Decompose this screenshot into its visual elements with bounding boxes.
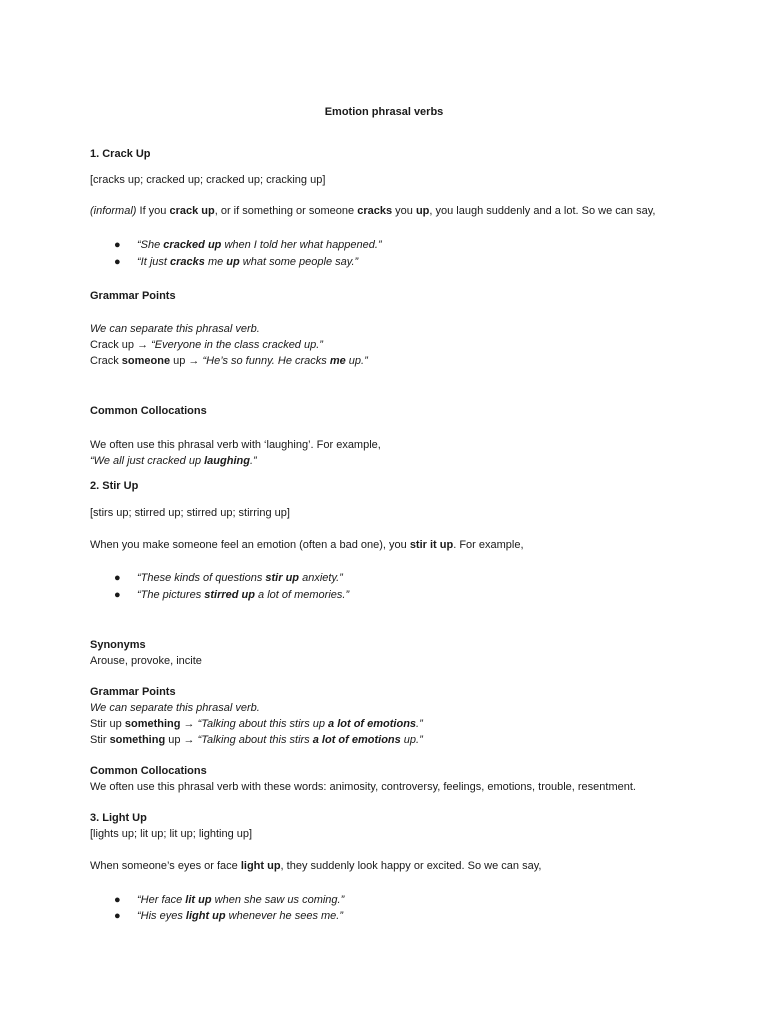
section-heading-crack-up: 1. Crack Up xyxy=(90,148,151,160)
section-heading-stir-up: 2. Stir Up xyxy=(90,480,139,492)
page-title: Emotion phrasal verbs xyxy=(324,106,444,118)
subheading-common-collocations: Common Collocations xyxy=(90,405,207,417)
bullet-icon: ● xyxy=(114,572,121,584)
section-heading-light-up: 3. Light Up xyxy=(90,812,147,824)
grammar-example: Crack someone up → “He’s so funny. He cracks me up.” xyxy=(90,355,368,367)
bullet-icon: ● xyxy=(114,239,121,251)
grammar-note: We can separate this phrasal verb. xyxy=(90,702,260,714)
bullet-icon: ● xyxy=(114,910,121,922)
subheading-grammar-points: Grammar Points xyxy=(90,290,176,302)
bullet-icon: ● xyxy=(114,589,121,601)
definition-stir-up: When you make someone feel an emotion (often a bad one), you stir it up. For example, xyxy=(90,539,524,551)
bullet-icon: ● xyxy=(114,894,121,906)
grammar-example: Stir something up → “Talking about this stirs a lot of emotions up.” xyxy=(90,734,423,746)
bullet-icon: ● xyxy=(114,256,121,268)
grammar-example: Crack up → “Everyone in the class cracked up.” xyxy=(90,339,323,351)
definition-light-up: When someone’s eyes or face light up, they suddenly look happy or excited. So we can say, xyxy=(90,860,542,872)
definition-crack-up: (informal) If you crack up, or if something or someone cracks you up, you laugh suddenly and a lot. So we can say, xyxy=(90,205,656,217)
verb-forms-stir-up: [stirs up; stirred up; stirred up; stirring up] xyxy=(90,507,290,519)
collocation-text: We often use this phrasal verb with ‘laughing’. For example, xyxy=(90,439,381,451)
grammar-example: Stir up something → “Talking about this stirs up a lot of emotions.” xyxy=(90,718,423,730)
collocation-example: “We all just cracked up laughing.” xyxy=(90,455,257,467)
synonyms-text: Arouse, provoke, incite xyxy=(90,655,202,667)
verb-forms-crack-up: [cracks up; cracked up; cracked up; cracking up] xyxy=(90,174,326,186)
collocation-text: We often use this phrasal verb with these words: animosity, controversy, feelings, emotions, trouble, resentment. xyxy=(90,781,636,793)
subheading-common-collocations: Common Collocations xyxy=(90,765,207,777)
verb-forms-light-up: [lights up; lit up; lit up; lighting up] xyxy=(90,828,253,840)
subheading-synonyms: Synonyms xyxy=(90,639,146,651)
grammar-note: We can separate this phrasal verb. xyxy=(90,323,260,335)
subheading-grammar-points: Grammar Points xyxy=(90,686,176,698)
